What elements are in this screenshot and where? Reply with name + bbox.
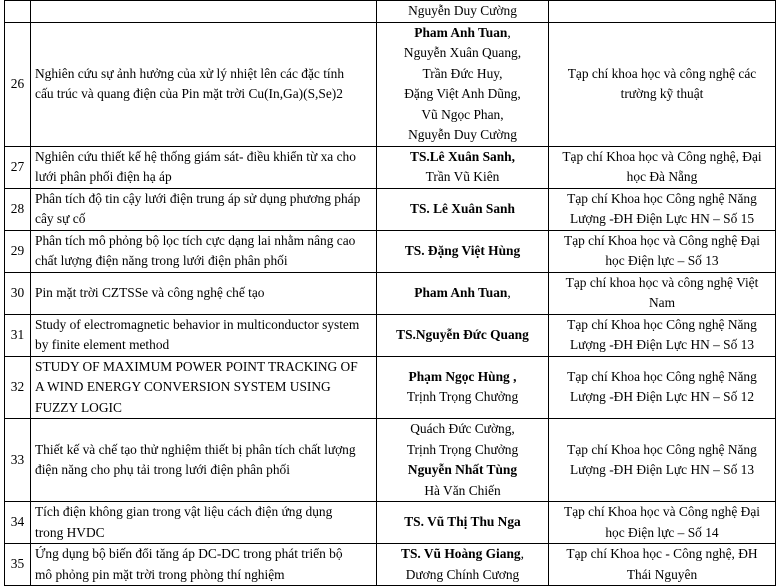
author-name: TS.Lê Xuân Sanh, xyxy=(410,148,515,164)
journal-line: trường kỹ thuật xyxy=(620,86,704,101)
author-name: TS. Vũ Thị Thu Nga xyxy=(404,514,521,530)
author-line xyxy=(381,512,544,533)
paper-title-line: Ứng dụng bộ biến đổi tăng áp DC-DC trong phát triển bộ xyxy=(35,546,343,561)
row-number: 33 xyxy=(5,419,31,502)
row-number: 35 xyxy=(5,544,31,586)
author-line xyxy=(381,84,544,105)
author-suffix: , xyxy=(507,24,511,40)
author-line xyxy=(381,367,544,388)
author-line xyxy=(381,544,544,565)
author-name: Trịnh Trọng Chưởng xyxy=(406,441,519,457)
paper-title xyxy=(31,419,377,502)
journal-line: Thái Nguyên xyxy=(626,566,698,582)
journal-line: Tạp chí khoa học và công nghệ Việt xyxy=(565,274,759,290)
authors-cell xyxy=(377,146,549,188)
author-name: Nguyễn Nhất Tùng xyxy=(407,462,518,477)
paper-title xyxy=(31,188,377,230)
authors-cell xyxy=(377,314,549,356)
author-line xyxy=(381,440,544,461)
row-number: 31 xyxy=(5,314,31,356)
author-line xyxy=(381,167,544,188)
journal-cell xyxy=(549,230,776,272)
row-number: 32 xyxy=(5,356,31,419)
row-number: 27 xyxy=(5,146,31,188)
publications-table-body xyxy=(5,1,776,586)
table-row xyxy=(5,314,776,356)
paper-title-line: Phân tích mô phỏng bộ lọc tích cực dạng lai nhằm nâng cao xyxy=(35,232,356,248)
row-number: 29 xyxy=(5,230,31,272)
author-name: Trịnh Trọng Chưởng xyxy=(406,389,519,405)
journal-line: Tạp chí Khoa học Công nghệ Năng xyxy=(567,441,757,457)
authors-cell xyxy=(377,1,549,23)
author-suffix: , xyxy=(507,284,511,300)
journal-line: Lượng -ĐH Điện Lực HN – Số 12 xyxy=(569,389,755,405)
author-name: Pham Anh Tuan xyxy=(414,284,508,300)
author-line xyxy=(381,419,544,440)
authors-cell xyxy=(377,544,549,586)
paper-title xyxy=(31,314,377,356)
table-row xyxy=(5,272,776,314)
author-name: TS. Lê Xuân Sanh xyxy=(410,200,515,216)
journal-line: học Điện lực – Số 13 xyxy=(605,253,719,268)
paper-title-line: Nghiên cứu thiết kế hệ thống giám sát- điều khiển từ xa cho xyxy=(35,148,356,164)
journal-cell xyxy=(549,356,776,419)
row-number xyxy=(5,1,31,23)
author-line xyxy=(381,481,544,502)
journal-cell xyxy=(549,419,776,502)
paper-title-line: FUZZY LOGIC xyxy=(35,399,122,415)
journal-line: Lượng -ĐH Điện Lực HN – Số 13 xyxy=(569,462,755,477)
paper-title-line: điện năng cho phụ tải trong lưới điện phân phối xyxy=(35,462,290,477)
author-line xyxy=(381,105,544,126)
table-row xyxy=(5,146,776,188)
journal-line: Tạp chí Khoa học và Công nghệ Đại xyxy=(564,504,760,519)
journal-line: Tạp chí Khoa học Công nghệ Năng xyxy=(567,316,757,332)
paper-title-line: Phân tích độ tin cậy lưới điện trung áp sử dụng phương pháp xyxy=(35,190,361,206)
paper-title-line: Pin mặt trời CZTSSe và công nghệ chế tạo xyxy=(35,284,265,300)
journal-cell xyxy=(549,502,776,544)
author-line xyxy=(381,125,544,146)
journal-cell xyxy=(549,22,776,146)
paper-title-line: Nghiên cứu sự ảnh hưởng của xử lý nhiệt lên các đặc tính xyxy=(35,65,345,81)
paper-title xyxy=(31,502,377,544)
paper-title-line: by finite element method xyxy=(35,337,170,352)
author-name: Dương Chính Cương xyxy=(405,566,520,582)
row-number: 28 xyxy=(5,188,31,230)
row-number: 26 xyxy=(5,22,31,146)
author-name: Pham Anh Tuan xyxy=(414,24,508,40)
table-row xyxy=(5,544,776,586)
author-name: Quách Đức Cường, xyxy=(410,421,515,436)
journal-cell xyxy=(549,188,776,230)
authors-cell xyxy=(377,272,549,314)
journal-line: Tạp chí Khoa học - Công nghệ, ĐH xyxy=(566,546,758,561)
author-line xyxy=(381,43,544,64)
journal-line: Lượng -ĐH Điện Lực HN – Số 15 xyxy=(569,211,755,226)
authors-cell xyxy=(377,188,549,230)
paper-title-line: lưới phân phối điện hạ áp xyxy=(35,169,172,184)
row-number: 30 xyxy=(5,272,31,314)
table-row xyxy=(5,1,776,23)
authors-cell xyxy=(377,502,549,544)
paper-title-line: mô phỏng pin mặt trời trong phòng thí nghiệm xyxy=(35,566,285,582)
paper-title xyxy=(31,356,377,419)
author-line xyxy=(381,147,544,168)
table-row xyxy=(5,188,776,230)
author-name: Đặng Việt Anh Dũng, xyxy=(404,86,521,101)
journal-cell xyxy=(549,146,776,188)
journal-cell xyxy=(549,272,776,314)
author-line xyxy=(381,1,544,22)
authors-cell xyxy=(377,230,549,272)
journal-line: Tạp chí Khoa học và Công nghệ, Đại xyxy=(562,148,762,164)
author-line xyxy=(381,325,544,346)
author-name: Trần Đức Huy, xyxy=(422,65,503,81)
author-name: Hà Văn Chiến xyxy=(424,482,501,498)
table-row xyxy=(5,502,776,544)
author-name: Phạm Ngọc Hùng , xyxy=(408,368,517,384)
author-name: Vũ Ngọc Phan, xyxy=(421,106,504,122)
paper-title-line: Study of electromagnetic behavior in multiconductor system xyxy=(35,316,360,332)
table-row xyxy=(5,22,776,146)
table-row xyxy=(5,356,776,419)
journal-line: học Điện lực – Số 14 xyxy=(605,524,719,540)
author-name: Nguyễn Xuân Quang, xyxy=(403,45,522,60)
journal-cell xyxy=(549,544,776,586)
paper-title-line: Tích điện không gian trong vật liệu cách điện ứng dụng xyxy=(35,504,333,519)
paper-title xyxy=(31,230,377,272)
authors-cell xyxy=(377,419,549,502)
author-line xyxy=(381,460,544,481)
journal-line: Lượng -ĐH Điện Lực HN – Số 13 xyxy=(569,337,755,352)
author-line xyxy=(381,387,544,408)
journal-cell xyxy=(549,314,776,356)
paper-title-line: A WIND ENERGY CONVERSION SYSTEM USING xyxy=(35,379,331,394)
journal-line: Tạp chí khoa học và công nghệ các xyxy=(567,65,757,81)
row-number: 34 xyxy=(5,502,31,544)
table-row xyxy=(5,230,776,272)
author-name: Trần Vũ Kiên xyxy=(425,169,500,184)
paper-title-line: trong HVDC xyxy=(35,524,105,540)
author-name: Nguyễn Duy Cường xyxy=(408,127,517,142)
author-line xyxy=(381,64,544,85)
table-row xyxy=(5,419,776,502)
paper-title-line: cấu trúc và quang điện của Pin mặt trời Cu(In,Ga)(S,Se)2 xyxy=(35,86,343,101)
author-line xyxy=(381,283,544,304)
author-line xyxy=(381,241,544,262)
author-line xyxy=(381,23,544,44)
paper-title xyxy=(31,146,377,188)
paper-title-line: chất lượng điện năng trong lưới điện phân phối xyxy=(35,253,288,268)
author-suffix: , xyxy=(520,546,524,561)
paper-title-line: STUDY OF MAXIMUM POWER POINT TRACKING OF xyxy=(35,358,358,374)
author-name: TS.Nguyễn Đức Quang xyxy=(396,326,529,342)
paper-title-line: cây sự cố xyxy=(35,211,86,226)
journal-line: Tạp chí Khoa học Công nghệ Năng xyxy=(567,368,757,384)
journal-line: Tạp chí Khoa học Công nghệ Năng xyxy=(567,190,757,206)
author-name: Nguyễn Duy Cường xyxy=(408,3,517,18)
paper-title xyxy=(31,22,377,146)
author-name: TS. Đặng Việt Hùng xyxy=(404,242,521,258)
journal-cell xyxy=(549,1,776,23)
paper-title-line: Thiết kế và chế tạo thử nghiệm thiết bị phân tích chất lượng xyxy=(35,441,356,457)
publications-table xyxy=(4,0,776,586)
journal-line: học Đà Nẵng xyxy=(626,169,698,184)
author-name: TS. Vũ Hoàng Giang xyxy=(401,546,521,561)
paper-title xyxy=(31,1,377,23)
paper-title xyxy=(31,544,377,586)
authors-cell xyxy=(377,22,549,146)
authors-cell xyxy=(377,356,549,419)
author-line xyxy=(381,565,544,586)
author-line xyxy=(381,199,544,220)
paper-title xyxy=(31,272,377,314)
journal-line: Tạp chí Khoa học và Công nghệ Đại xyxy=(564,232,760,248)
journal-line: Nam xyxy=(648,295,676,310)
